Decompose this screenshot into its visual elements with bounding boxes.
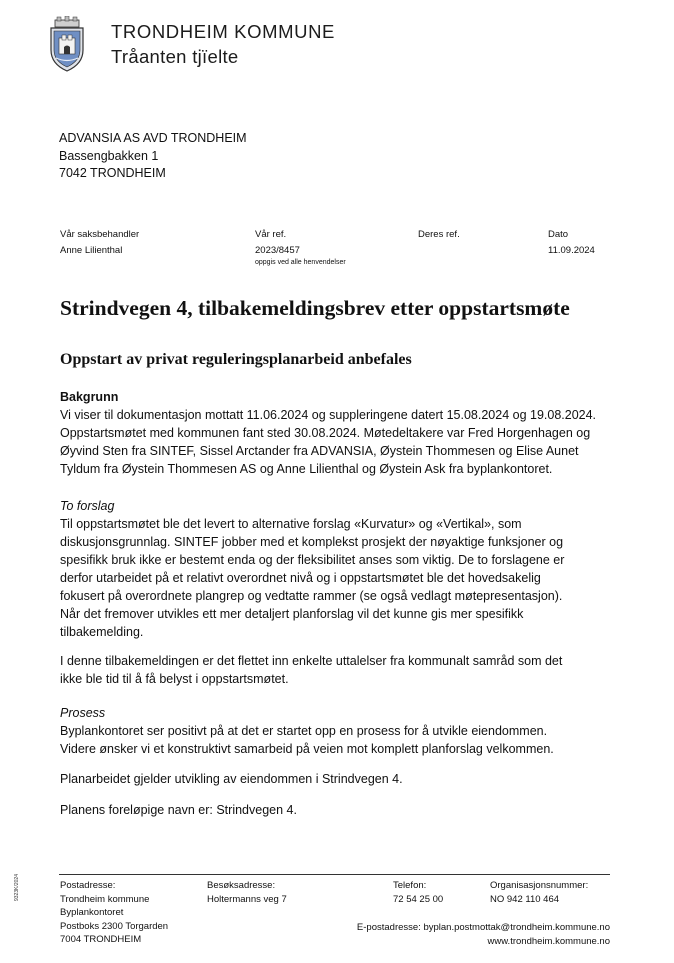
footer-line: Trondheim kommune xyxy=(60,893,150,905)
footer-label: Telefon: xyxy=(393,880,427,891)
footer-line: Postboks 2300 Torgarden xyxy=(60,920,169,932)
paragraph-line: tilbakemelding. xyxy=(60,625,144,639)
recipient-address xyxy=(59,130,247,183)
our-ref-value: 2023/8457 xyxy=(255,245,300,256)
footer-email[interactable]: E-postadresse: byplan.postmottak@trondheim.kommune.no xyxy=(356,922,610,933)
paragraph-line: Vi viser til dokumentasjon mottatt 11.06.2024 og suppleringene datert 15.08.2024 og 19.08.2024. xyxy=(60,408,597,422)
letter-subtitle: Oppstart av privat reguleringsplanarbeid anbefales xyxy=(60,351,412,368)
footer-line: 72 54 25 00 xyxy=(393,893,444,905)
our-ref-label: Vår ref. xyxy=(255,229,287,240)
paragraph-uttalelser xyxy=(60,652,620,688)
footer-visit-address xyxy=(207,879,287,906)
paragraph-line: diskusjonsgrunnlag. SINTEF jobber med et komplekst prosjekt der nøyaktige funksjoner og xyxy=(60,535,564,549)
section-to-forslag xyxy=(60,497,620,641)
paragraph-planarbeid xyxy=(60,770,620,788)
paragraph-line: Planens foreløpige navn er: Strindvegen 4. xyxy=(60,803,297,817)
document-side-code: 9323K/2024 xyxy=(14,874,20,901)
paragraph-plannavn xyxy=(60,801,620,819)
city-coat-of-arms-icon xyxy=(47,16,87,72)
paragraph-line: Byplankontoret ser positivt på at det er startet opp en prosess for å utvikle eiendommen. xyxy=(60,724,548,738)
footer-line: 7004 TRONDHEIM xyxy=(60,934,142,945)
paragraph-line: spesifikk bruk ikke er bestemt enda og der fleksibilitet anses som viktig. De to forslagene er xyxy=(60,553,565,567)
footer-org-number xyxy=(490,879,588,906)
date-value: 11.09.2024 xyxy=(548,245,595,256)
our-ref-note: oppgis ved alle henvendelser xyxy=(255,259,346,266)
paragraph-line: Når det fremover utvikles ett mer detaljert planforslag vil det kunne gis mer spesifikk xyxy=(60,607,524,621)
footer-website-link[interactable]: www.trondheim.kommune.no xyxy=(487,936,610,947)
footer-phone xyxy=(393,879,443,906)
section-bakgrunn xyxy=(60,388,620,478)
paragraph-line: derfor utarbeidet på et relativt overordnet nivå og i oppstartsmøtet ble det hovedsakelig xyxy=(60,571,541,585)
footer-label: Postadresse: xyxy=(60,880,116,891)
paragraph-line: Videre ønsker vi et konstruktivt samarbeid på veien mot komplett planforslag velkommen. xyxy=(60,742,554,756)
handler-label: Vår saksbehandler xyxy=(60,229,140,240)
footer-line: Holtermanns veg 7 xyxy=(207,893,287,905)
recipient-line: ADVANSIA AS AVD TRONDHEIM xyxy=(59,131,247,145)
footer-label: Organisasjonsnummer: xyxy=(490,880,589,891)
letter-title: Strindvegen 4, tilbakemeldingsbrev etter oppstartsmøte xyxy=(60,296,570,320)
section-heading: Prosess xyxy=(60,706,106,720)
paragraph-line: Planarbeidet gjelder utvikling av eiendommen i Strindvegen 4. xyxy=(60,772,403,786)
your-ref-label: Deres ref. xyxy=(418,229,460,240)
footer-divider xyxy=(59,874,610,875)
section-prosess xyxy=(60,704,620,758)
org-subtitle: Tråanten tjïelte xyxy=(111,46,239,67)
recipient-line: 7042 TRONDHEIM xyxy=(59,166,166,180)
section-heading: Bakgrunn xyxy=(60,390,119,404)
paragraph-line: I denne tilbakemeldingen er det flettet inn enkelte uttalelser fra kommunalt samråd som det xyxy=(60,654,563,668)
paragraph-line: Oppstartsmøtet med kommunen fant sted 30.08.2024. Møtedeltakere var Fred Horgenhagen og xyxy=(60,426,591,440)
org-name: TRONDHEIM KOMMUNE xyxy=(111,21,335,42)
section-heading: To forslag xyxy=(60,499,115,513)
date-label: Dato xyxy=(548,229,569,240)
paragraph-line: Tyldum fra Øystein Thommesen AS og Anne Lilienthal og Øystein Ask fra byplankontoret. xyxy=(60,462,553,476)
footer-label: Besøksadresse: xyxy=(207,880,276,891)
paragraph-line: Til oppstartsmøtet ble det levert to alternative forslag «Kurvatur» og «Vertikal», som xyxy=(60,517,522,531)
paragraph-line: Øyvind Sten fra SINTEF, Sissel Arctander fra ADVANSIA, Øystein Thommesen og Elise Aunet xyxy=(60,444,579,458)
handler-value: Anne Lilienthal xyxy=(60,245,123,256)
paragraph-line: ikke ble tid til å få belyst i oppstartsmøtet. xyxy=(60,672,289,686)
recipient-line: Bassengbakken 1 xyxy=(59,148,159,163)
paragraph-line: fokusert på overordnete plangrep og vedtatte rammer (se også vedlagt møtepresentasjon). xyxy=(60,589,563,603)
footer-line: NO 942 110 464 xyxy=(490,893,560,905)
footer-postal-address xyxy=(60,879,168,947)
footer-line: Byplankontoret xyxy=(60,907,124,918)
